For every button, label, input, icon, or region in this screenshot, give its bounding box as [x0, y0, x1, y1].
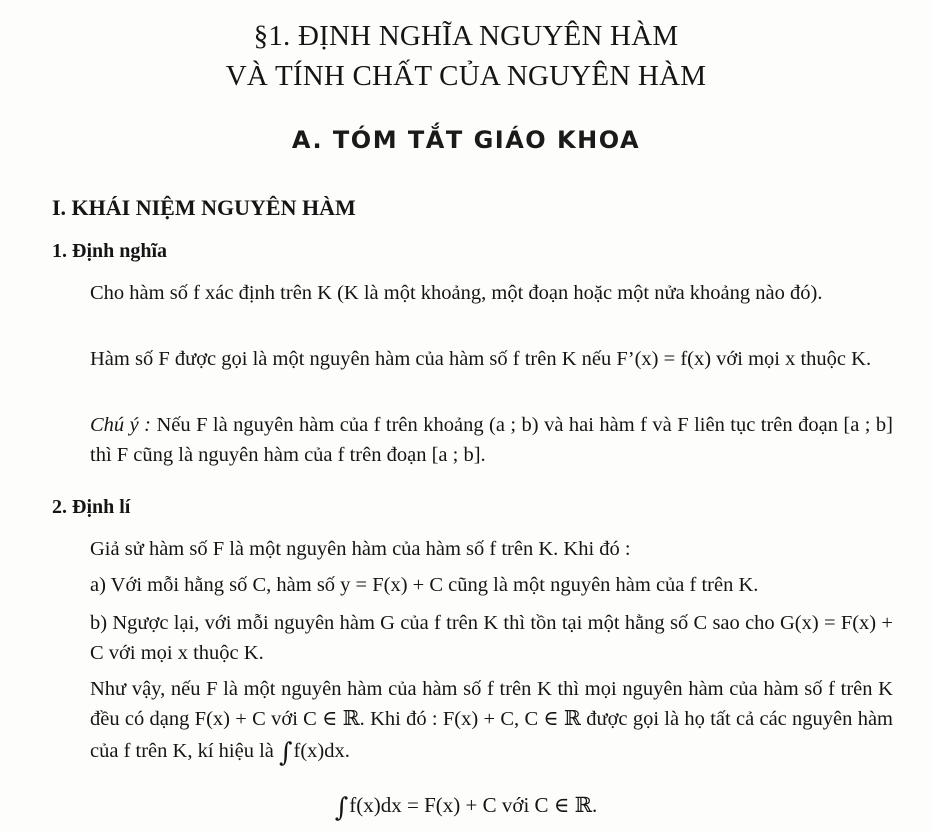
note-text: Nếu F là nguyên hàm của f trên khoảng (a ; b) và hai hàm f và F liên tục trên đoạn [a ; b] thì F cũng là nguyên hàm của f trên đoạn [a ; b]. — [90, 414, 893, 466]
theorem-paragraph-1: Giả sử hàm số F là một nguyên hàm của hàm số f trên K. Khi đó : — [90, 538, 631, 560]
page-title-line-2: VÀ TÍNH CHẤT CỦA NGUYÊN HÀM — [225, 60, 707, 92]
integral-symbol: ∫ — [278, 738, 293, 768]
definition-paragraph-1: Cho hàm số f xác định trên K (K là một khoảng, một đoạn hoặc một nửa khoảng nào đó). — [90, 282, 823, 304]
definition-paragraph-2: Hàm số F được gọi là một nguyên hàm của hàm số f trên K nếu F’(x) = f(x) với mọi x thuộc K. — [90, 348, 872, 370]
conclusion-text: Như vậy, nếu F là một nguyên hàm của hàm số f trên K thì mọi nguyên hàm của hàm số f trên K đều có dạng F(x) + C với C ∈ ℝ. Khi đó : F(x) + C, C ∈ ℝ được gọi là họ tất cả các nguyên hàm của f trên K, kí hiệu là — [90, 678, 893, 762]
antiderivative-formula — [0, 789, 932, 823]
note-paragraph — [90, 410, 893, 470]
note-label: Chú ý : — [90, 414, 152, 436]
section-subtitle: A. TÓM TẮT GIÁO KHOA — [291, 126, 641, 154]
theorem-paragraph-b: b) Ngược lại, với mỗi nguyên hàm G của f trên K thì tồn tại một hằng số C sao cho G(x) = F(x) + C với mọi x thuộc K. — [90, 612, 893, 664]
theorem-heading: 2. Định lí — [52, 496, 131, 518]
integral-expression: f(x)dx. — [293, 740, 350, 762]
formula-integral-symbol: ∫ — [334, 793, 349, 823]
theorem-paragraph-a: a) Với mỗi hằng số C, hàm số y = F(x) + C cũng là một nguyên hàm của f trên K. — [90, 574, 759, 596]
theorem-paragraph-conclusion — [90, 674, 893, 766]
section-heading: I. KHÁI NIỆM NGUYÊN HÀM — [52, 195, 356, 220]
formula-expression: f(x)dx = F(x) + C với C ∈ ℝ. — [349, 793, 598, 817]
page-title-line-1: §1. ĐỊNH NGHĨA NGUYÊN HÀM — [253, 20, 679, 52]
definition-heading: 1. Định nghĩa — [52, 240, 168, 262]
